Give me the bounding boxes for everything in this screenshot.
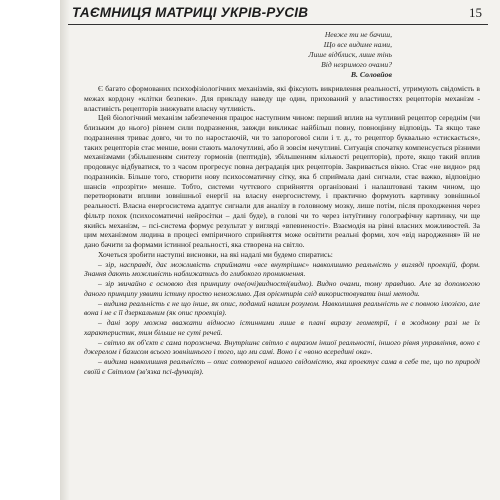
conclusion-item: – зір, насправді, дає можливість сприймати «все внутрішнє» навколишню реальність у вигляді проекцій, форм. Знання дають можливість наближатись до глибокого проникнення. <box>84 259 480 279</box>
epigraph-line: Лише відблиск, лише тінь <box>308 50 392 60</box>
body-text <box>84 84 480 377</box>
epigraph-author: В. Соловйов <box>350 70 392 80</box>
page-spine-shadow <box>60 0 70 500</box>
conclusions-list <box>84 260 480 377</box>
conclusion-item: – зір звичайно є основою для принципу оче(очі)видності(видно). Видно очами, тому правдиво. Але за допомогою даного принципу уявити істину просто неможливо. Для орієнтирів слід використовувати інші методи. <box>84 279 480 298</box>
conclusion-item: – світло як об'єкт є сама порожнеча. Внутрішнє світло є виразом іншої реальності, іншого рівня управління, воно є джерелом і базисом всього зовнішнього і того, що ми самі. Воно і є «воно всередині ока». <box>84 337 480 357</box>
page-header <box>68 2 488 25</box>
conclusion-item: – видима навколишня реальність – опис сотвореної нашого свідомістю, яка проектує сама в себе те, що по природі своїй є Світлом (зв'язка псі-функція). <box>84 357 480 376</box>
epigraph-line: Невже ти не бачиш, <box>324 30 392 39</box>
conclusion-item: – видима реальність є не що інше, як опис, поданий нашим розумом. Навколишня реальність не є повною ілюзією, але вона і не є її дзеркальним (як опис проекція). <box>84 298 480 318</box>
epigraph <box>308 30 392 80</box>
epigraph-line: Що все видиме нами, <box>323 40 392 50</box>
paragraph: Є багато сформованих психофізіологічних механізмів, які фіксують викривлення реальності, утримують свідомість в межах кордону «клітки безпеки». Для прикладу наведу ще один, прихований у властивостях рецепторів механізм - властивість рецепторів знижувати власну чутливість. <box>84 84 480 113</box>
epigraph-line: Від незримого очами? <box>321 60 392 70</box>
paragraph: Хочеться зробити наступні висновки, на які надалі ми будемо спиратись: <box>98 249 333 259</box>
page-number: 15 <box>469 5 482 20</box>
running-head-title: ТАЄМНИЦЯ МАТРИЦІ УКРІВ-РУСІВ <box>72 5 309 20</box>
paragraph: Цей біологічний механізм забезпечення працює наступним чином: перший вплив на чутливий рецептор середнім (чи близьким до нього) рівнем сили подразнення, завжди викликає найбільш повну, повноцінну відповідь. Та якщо таке подразнення триває довго, чи то по наростаючій, чи то запорогової сили і т. д., то рецептор буквально «стискається», таких рецепторів стає менше, вони стають малочутливі, або й зовсім нечутливі. Ситуація спочатку компенсується різними механізмами (збільшенням синтезу гормонів (пептидів), збільшенням кількості рецепторів), проте, якщо такий вплив продовжує відбуватися, то з часом прогресує повна деградація цих рецепторів. Закривається вікно. Стає «не видно» ряд подразників. Більше того, створити нову психосоматичну сітку, яка б сприймала дані сигнали, стає важко, відповідно шансів «прозріти» менше. Тобто, системи чуттєвого сприйняття організовані і налаштовані таким чином, що перетворювати впливи зовнішньої енергії на власну енергосистему, і практично формують картинку зовнішньої реальності. Власна енергосистема адаптує сигнали для аналізу в головному мозку, лише потім, після проходження через фільтр похок (психосоматичні нейросітки – далі буде), в голові чи то через інтуїтивну голографічну картинку, чи ще якийсь механізм, – псі-система формує результат у вигляді «впевненості». Взаємодія на рівні власних можливостей. За цим механізмом людина в процесі емпіричного сприйняття може освітити реальні форми, хоч «від народження» їй не дано бачити за формами істинної реальності, яка створена на світло. <box>84 113 480 249</box>
conclusion-item: – дані зору можна вважати відносно істинними лише в плані виразу геометрії, і в жодному разі не їх характеристик, тим більше не суті речей. <box>84 318 480 337</box>
